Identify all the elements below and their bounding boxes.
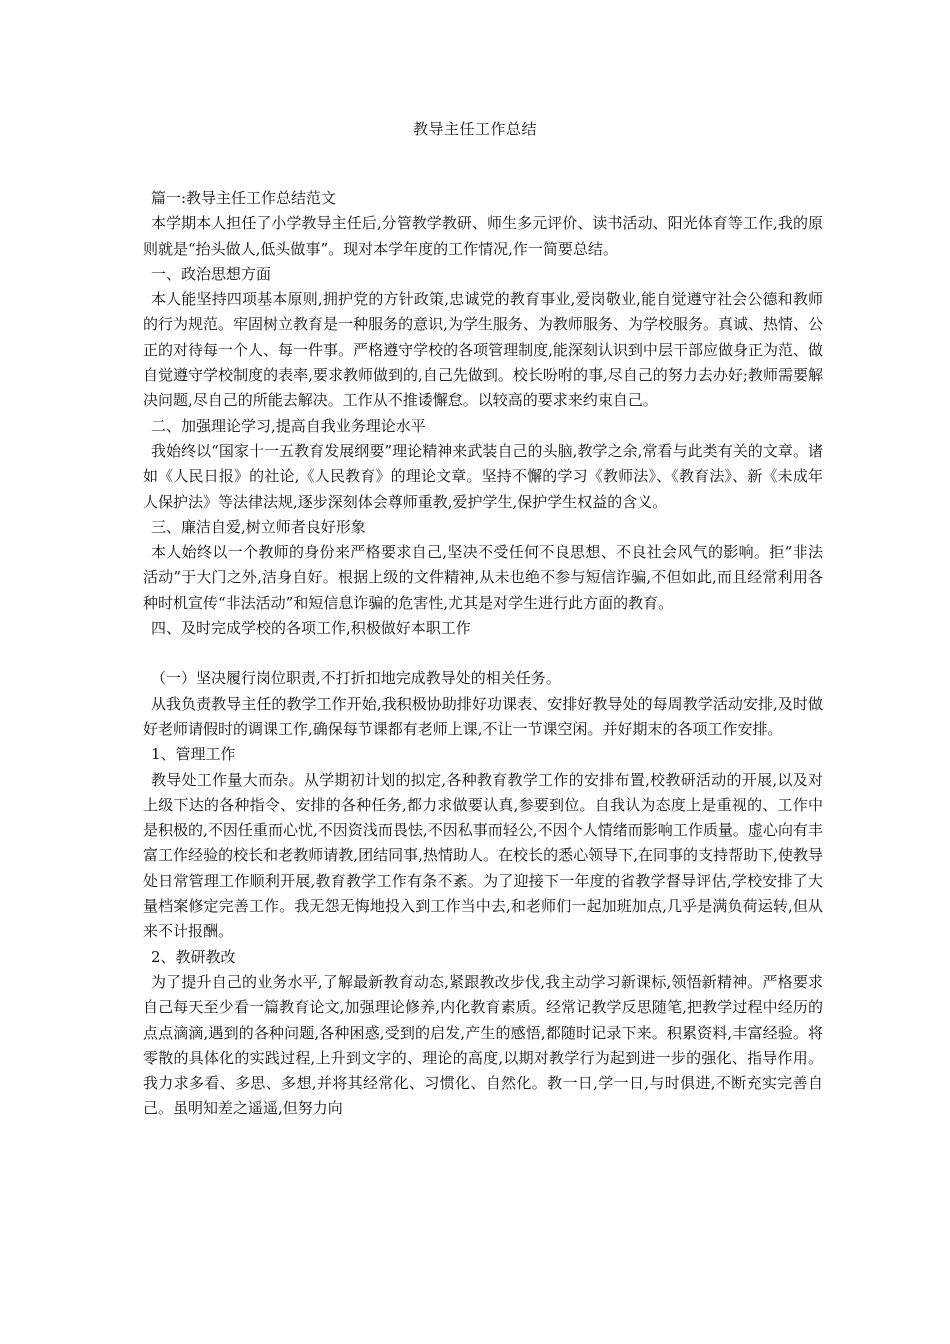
paragraph: 本人始终以一个教师的身份来严格要求自己,坚决不受任何不良思想、不良社会风气的影响。拒“非法活动”于大门之外,洁身自好。根据上级的文件精神,从未也绝不参与短信诈骗,不但如此,而且经常利用各种时机宣传“非法活动”和短信息诈骗的危害性,尤其是对学生进行此方面的教育。 — [143, 543, 823, 612]
section-heading: 四、及时完成学校的各项工作,积极做好本职工作 — [151, 619, 471, 638]
paragraph: 从我负责教导主任的教学工作开始,我积极协助排好功课表、安排好教导处的每周教学活动安排,及时做好老师请假时的调课工作,确保每节课都有老师上课,不让一节课空闲。并好期末的各项工作安排。 — [143, 694, 823, 738]
paragraph: 本人能坚持四项基本原则,拥护党的方针政策,忠诚党的教育事业,爱岗敬业,能自觉遵守社会公德和教师的行为规范。牢固树立教育是一种服务的意识,为学生服务、为教师服务、为学校服务。真诚、热情、公正的对待每一个人、每一件事。严格遵守学校的各项管理制度,能深刻认识到中层干部应做身正为范、做自觉遵守学校制度的表率,要求教师做到的,自己先做到。校长吩咐的事,尽自己的努力去办好;教师需要解决问题,尽自己的所能去解决。工作从不推诿懈怠。以较高的要求来约束自己。 — [143, 290, 823, 410]
section-heading: 篇一:教导主任工作总结范文 — [151, 189, 337, 207]
subsection-heading: 2、教研教改 — [151, 947, 236, 966]
section-heading: 三、廉洁自爱,树立师者良好形象 — [151, 517, 366, 536]
blank-line — [143, 641, 823, 666]
paragraph: 教导处工作量大而杂。从学期初计划的拟定,各种教育教学工作的安排布置,校教研活动的开展,以及对上级下达的各种指令、安排的各种任务,都力求做要认真,参要到位。自我认为态度上是重视的、工作中是积极的,不因任重而心忧,不因资浅而畏怯,不因私事而轻公,不因个人情绪而影响工作质量。虚心向有丰富工作经验的校长和老教师请教,团结同事,热情助人。在校长的悉心领导下,在同事的支持帮助下,使教导处日常管理工作顺利开展,教育教学工作有条不紊。为了迎接下一年度的省教学督导评估,学校安排了大量档案修定完善工作。我无怨无悔地投入到工作当中去,和老师们一起加班加点,几乎是满负荷运转,但从来不计报酬。 — [143, 770, 823, 941]
section-heading: 二、加强理论学习,提高自我业务理论水平 — [151, 416, 426, 435]
paragraph: 为了提升自己的业务水平,了解最新教育动态,紧跟教改步伐,我主动学习新课标,领悟新精神。严格要求自己每天至少看一篇教育论文,加强理论修养,内化教育素质。经常记教学反思随笔,把教学过程中经历的点点滴滴,遇到的各种问题,各种困惑,受到的启发,产生的感悟,都随时记录下来。积累资料,丰富经验。将零散的具体化的实践过程,上升到文字的、理论的高度,以期对教学行为起到进一步的强化、指导作用。我力求多看、多思、多想,并将其经常化、习惯化、自然化。教一日,学一日,与时俱进,不断充实完善自己。虽明知差之遥遥,但努力向 — [143, 972, 823, 1118]
document-title: 教导主任工作总结 — [412, 120, 537, 138]
paragraph: 本学期本人担任了小学教导主任后,分管教学教研、师生多元评价、读书活动、阳光体育等工作,我的原则就是“抬头做人,低头做事”。现对本学年度的工作情况,作一简要总结。 — [143, 214, 823, 258]
subsection-heading: 1、管理工作 — [151, 745, 236, 764]
paragraph: 我始终以“国家十一五教育发展纲要”理论精神来武装自己的头脑,教学之余,常看与此类有关的文章。诸如《人民日报》的社论,《人民教育》的理论文章。坚持不懈的学习《教师法》、《教育法》、新《未成年人保护法》等法律法规,逐步深刻体会尊师重教,爱护学生,保护学生权益的含义。 — [143, 441, 823, 511]
document-body — [143, 186, 823, 1122]
subsection-heading: （一）坚决履行岗位职责,不打折扣地完成教导处的相关任务。 — [151, 669, 561, 688]
section-heading: 一、政治思想方面 — [151, 264, 272, 283]
